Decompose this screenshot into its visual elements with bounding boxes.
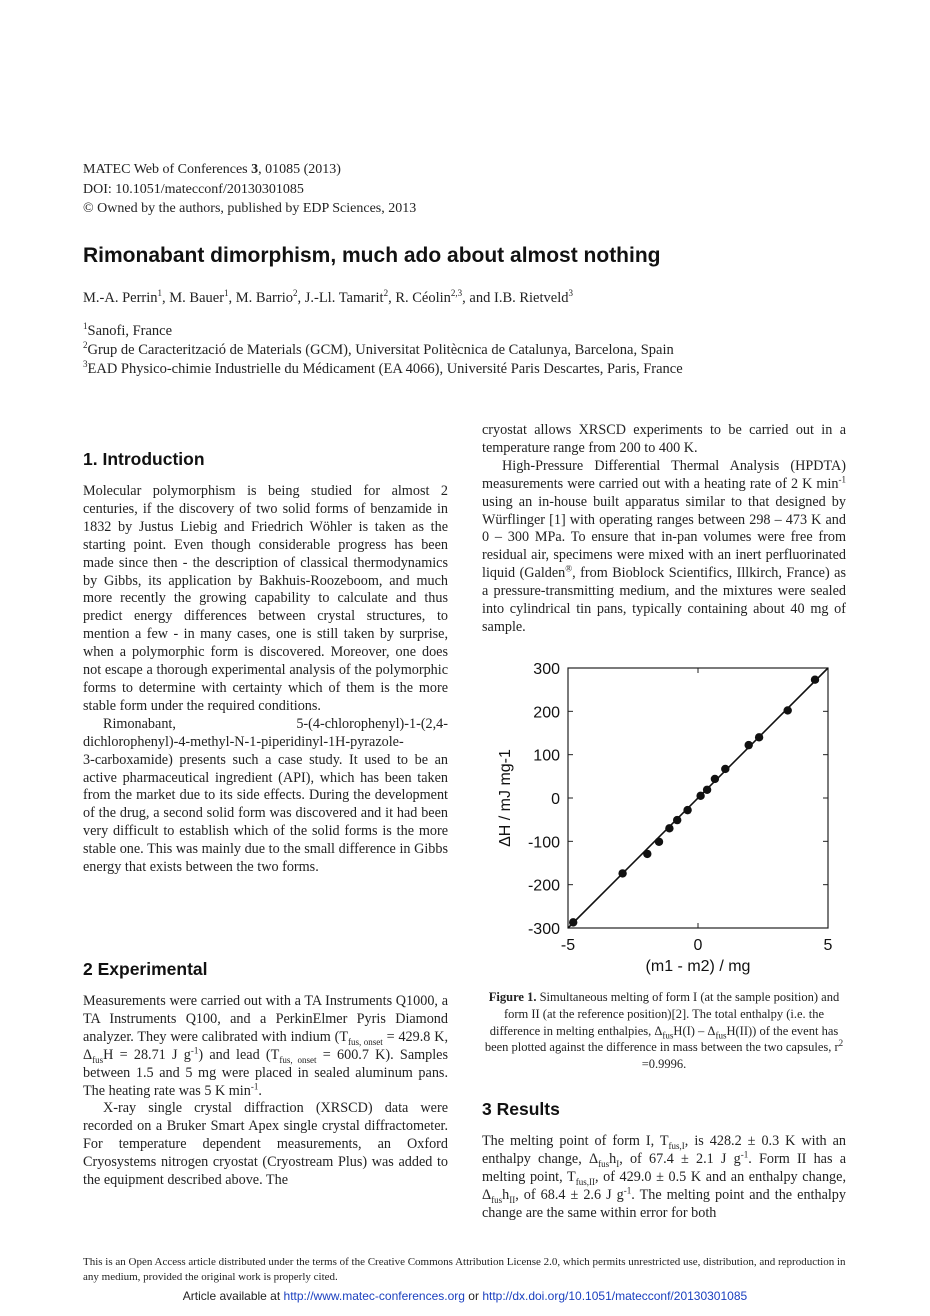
paragraph: X-ray single crystal diffraction (XRSCD) data were recorded on a Bruker Smart Apex single crystal diffractometer. For temperature dependent measurements, an Oxford Cryosystems nitrogen cryostat (Cryostream Plus) was added to the equipment described above. The [83, 1100, 448, 1189]
data-point [569, 918, 577, 926]
results-text [482, 1133, 846, 1223]
license-note: This is an Open Access article distributed under the terms of the Creative Commons Attribution License 2.0, which permits unrestricted use, distribution, and reproduction in any medium, provided the original work is properly cited. [83, 1256, 846, 1283]
data-point [784, 706, 792, 714]
paragraph: Molecular polymorphism is being studied for almost 2 centuries, if the discovery of two solid forms of benzamide in 1832 by Justus Liebig and Friedrich Wöhler is taken as the starting point. Even though considerable progress has been made since then - the description of classical thermodynamics by Gibbs, its application by Bakhuis-Roozeboom, and much more recently the growing capability to calculate and thus predict energy differences between crystal structures, to mention a few - in many cases, one is still taken by surprise, when a polymorphic form is discovered. Moreover, one does not escape a thorough experimental analysis of the polymorphic forms to determine with certainty which of them is the more stable form under the required conditions. [83, 483, 448, 714]
data-point [665, 824, 673, 832]
enthalpy-chart [482, 660, 846, 980]
data-point [673, 816, 681, 824]
data-point [683, 806, 691, 814]
experimental-text [83, 993, 448, 1190]
y-tick-label: -200 [527, 877, 560, 895]
section-heading-results: 3 Results [482, 1099, 560, 1119]
affiliation: $^3$EAD Physico-chimie Industrielle du Médicament (EA 4066), Université Paris Descartes, Paris, France [83, 359, 683, 377]
x-tick-label: 0 [693, 937, 703, 954]
affiliations [83, 322, 683, 379]
data-point [811, 676, 819, 684]
data-point [755, 733, 763, 741]
article-availability: Article available at http://www.matec-conferences.org or http://dx.doi.org/10.1051/matecconf/20130301085 [182, 1289, 748, 1303]
paragraph: 3-carboxamide) presents such a case study. It used to be an active pharmaceutical ingredient (API), which has been taken from the market due to its side effects. During the development of the drug, a second solid form was discovered and it had been very difficult to establish which of the solid forms is the more stable one. This was mainly due to the small difference in Gibbs energy that exists between the two forms. [83, 751, 448, 876]
affiliation: $^2$Grup de Caracterització de Materials (GCM), Universitat Politècnica de Catalunya, Barcelona, Spain [83, 340, 674, 358]
y-tick-label: -100 [527, 834, 560, 852]
x-axis-label: (m1 - m2) / mg [645, 958, 751, 975]
doi-link[interactable]: http://dx.doi.org/10.1051/matecconf/20130301085 [482, 1289, 748, 1303]
paragraph: Rimonabant, 5-(4-chlorophenyl)-1-(2,4- [103, 715, 448, 732]
paragraph: The melting point of form I, $T_{fus,I}$, is 428.2 ± 0.3 K with an enthalpy change, $\Delta_{fus}h_I$, of 67.4 ± 2.1 J $g^{-1}$. Form II has a melting point, $T_{fus,II}$, of 429.0 ± 0.5 K and an enthalpy change, $\Delta_{fus}h_{II}$, of 68.4 ± 2.6 J $g^{-1}$. The melting point and the enthalpy change are the same within error for both [482, 1133, 847, 1221]
affiliation: $^1$Sanofi, France [83, 321, 173, 339]
y-tick-label: -300 [527, 921, 560, 938]
author-list: M.-A. Perrin$^1$, M. Bauer$^1$, M. Barrio$^2$, J.-Ll. Tamarit$^2$, R. Céolin$^{2,3}$, and I.B. Rietveld$^3$ [83, 288, 573, 306]
x-tick-label: -5 [560, 937, 576, 954]
paper-title: Rimonabant dimorphism, much ado about almost nothing [83, 244, 661, 267]
data-point [703, 786, 711, 794]
journal-line: MATEC Web of Conferences 3, 01085 (2013) [83, 162, 341, 177]
x-tick-label: 5 [823, 937, 833, 954]
experimental-continued [482, 422, 846, 637]
paragraph: High-Pressure Differential Thermal Analysis (HPDTA) measurements were carried out with a heating rate of 2 K $\min^{-1} using$ an in-house built apparatus similar to that designed by Würflinger [1] with operating ranges between 298 – 473 K and 0 – 300 MPa. To ensure that in-pan volumes were free from residual air, specimens were mixed with an inert perfluorinated liquid (Galden®, from Bioblock Scientifics, Illkirch, France) as a pressure-transmitting medium, and the mixtures were sealed into cylindrical tin pans, typically containing about 40 mg of sample. [482, 457, 846, 635]
y-tick-label: 200 [533, 704, 560, 722]
paragraph: cryostat allows XRSCD experiments to be carried out in a temperature range from 200 to 400 K. [482, 422, 846, 456]
paragraph: dichlorophenyl)-4-methyl-N-1-piperidinyl-1H-pyrazole- [83, 733, 404, 750]
copyright-line: © Owned by the authors, published by EDP Sciences, 2013 [83, 201, 417, 216]
data-point [655, 838, 663, 846]
data-point [721, 765, 729, 773]
data-point [643, 850, 651, 858]
y-tick-label: 100 [533, 747, 560, 765]
data-point [711, 775, 719, 783]
data-point [618, 869, 626, 877]
data-point [745, 741, 753, 749]
data-point [696, 792, 704, 800]
figure-caption: Figure 1. Simultaneous melting of form I (at the sample position) and form II (at the reference position)[2]. The total enthalpy (i.e. the difference in melting enthalpies, $\Delta_{fus}H(I) - \Delta_{fus}H(II)$) of the event has been plotted against the difference in mass between the two capsules, $r^2 =0.9996$. [484, 990, 844, 1072]
y-tick-label: 300 [533, 661, 560, 678]
section-heading-experimental: 2 Experimental [83, 959, 208, 979]
y-tick-label: 0 [551, 791, 560, 808]
journal-header [83, 160, 416, 219]
doi-line: DOI: 10.1051/matecconf/20130301085 [83, 181, 304, 197]
y-axis-label: ΔH / mJ mg-1 [497, 749, 514, 847]
matec-link[interactable]: http://www.matec-conferences.org [283, 1289, 465, 1303]
section-heading-introduction: 1. Introduction [83, 449, 205, 469]
paragraph: Measurements were carried out with a TA Instruments Q1000, a TA Instruments Q100, and a PerkinElmer Pyris Diamond analyzer. They were calibrated with indium ($T_{fus, onset} = 429.8$ K, $\Delta_{fus}H = 28.71$ J $g^{-1}$) and lead ($T_{fus, onset} = 600.7$ K). Samples between 1.5 and 5 mg were placed in sealed aluminum pans. The heating rate was 5 K $\min^{-1}$. [83, 993, 449, 1099]
introduction-text [83, 483, 448, 877]
